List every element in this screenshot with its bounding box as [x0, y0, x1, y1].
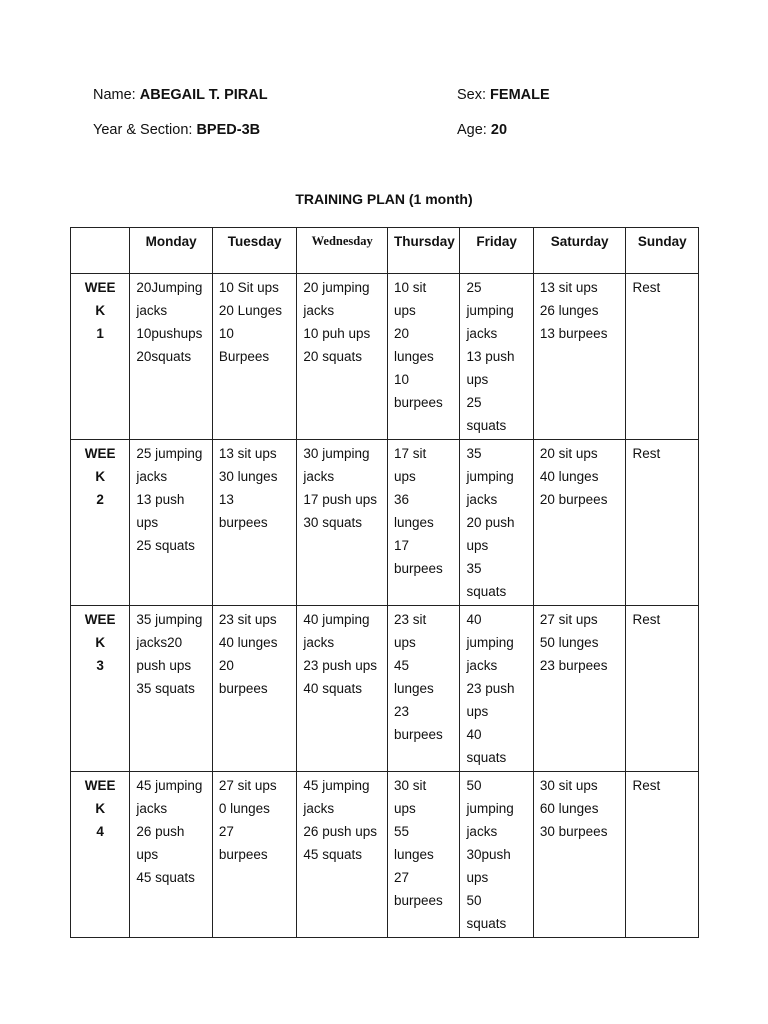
cell-line: Rest [632, 446, 661, 461]
header-saturday: Saturday [533, 228, 626, 274]
cell-line: 25 [466, 280, 482, 295]
cell-line: 35 jumping [136, 612, 203, 627]
cell-line: 20 push [466, 515, 515, 530]
cell-line: jacks [136, 801, 168, 816]
week-label-line: K [95, 469, 106, 484]
cell-line: ups [393, 303, 416, 318]
cell-line: jacks [303, 303, 335, 318]
cell-line: 30 sit ups [539, 778, 598, 793]
header-row [71, 228, 699, 274]
cell-line: 23 sit [393, 612, 427, 627]
cell-line: 45 jumping [303, 778, 370, 793]
cell-line: 13 sit ups [539, 280, 598, 295]
age-label: Age: [457, 122, 487, 138]
header-monday: Monday [130, 228, 213, 274]
cell-line: push ups [136, 658, 192, 673]
cell-line: Rest [632, 778, 661, 793]
cell-line: 50 [466, 893, 482, 908]
cell-tuesday [212, 772, 297, 938]
cell-line: 20 squats [303, 349, 362, 364]
cell-line: 40 [466, 612, 482, 627]
cell-line: squats [466, 418, 507, 433]
cell-line: 10pushups [136, 326, 203, 341]
cell-sunday [626, 440, 699, 606]
cell-line: 35 [466, 446, 482, 461]
cell-line: Rest [632, 280, 661, 295]
cell-line: 20Jumping [136, 280, 203, 295]
cell-line: 35 [466, 561, 482, 576]
cell-line: 20 [218, 658, 234, 673]
cell-monday [130, 274, 213, 440]
cell-wednesday [297, 606, 388, 772]
cell-line: 20 Lunges [218, 303, 282, 318]
cell-line: jacks [303, 635, 335, 650]
cell-line: 13 push [136, 492, 185, 507]
cell-line: 13 push [466, 349, 515, 364]
cell-line: ups [466, 372, 489, 387]
cell-line: 50 lunges [539, 635, 599, 650]
cell-tuesday [212, 606, 297, 772]
header-thursday: Thursday [387, 228, 459, 274]
cell-thursday [387, 606, 459, 772]
week-label-line: K [95, 801, 106, 816]
cell-line: burpees [393, 727, 443, 742]
cell-saturday [533, 274, 626, 440]
cell-line: squats [466, 584, 507, 599]
cell-wednesday [297, 274, 388, 440]
cell-line: 10 puh ups [303, 326, 371, 341]
cell-line: 50 [466, 778, 482, 793]
cell-line: ups [466, 538, 489, 553]
age-value: 20 [490, 122, 508, 138]
week-label [71, 772, 130, 938]
cell-line: jacks [303, 801, 335, 816]
week-label-line: K [95, 635, 106, 650]
name-label: Name: [93, 87, 136, 103]
cell-saturday [533, 772, 626, 938]
plan-body [71, 274, 699, 938]
cell-line: squats [466, 916, 507, 931]
header-wednesday: Wednesday [297, 228, 388, 274]
section-field [93, 122, 260, 138]
cell-line: 45 [393, 658, 410, 673]
cell-saturday [533, 606, 626, 772]
week-row [71, 274, 699, 440]
cell-thursday [387, 772, 459, 938]
section-value: BPED-3B [196, 122, 261, 138]
cell-line: 40 [466, 727, 482, 742]
week-label [71, 274, 130, 440]
cell-line: 27 [218, 824, 234, 839]
cell-line: 40 lunges [218, 635, 278, 650]
cell-friday [460, 606, 533, 772]
week-row [71, 606, 699, 772]
cell-monday [130, 440, 213, 606]
cell-line: lunges [393, 515, 434, 530]
cell-line: ups [466, 870, 489, 885]
cell-line: 23 [393, 704, 410, 719]
cell-thursday [387, 440, 459, 606]
cell-line: jacks [466, 326, 498, 341]
cell-line: burpees [393, 893, 443, 908]
cell-line: burpees [218, 847, 268, 862]
section-label: Year & Section: [93, 122, 193, 138]
cell-line: ups [136, 847, 159, 862]
cell-line: 30 squats [303, 515, 362, 530]
cell-line: jumping [466, 635, 514, 650]
cell-line: 40 lunges [539, 469, 599, 484]
week-label [71, 440, 130, 606]
cell-line: 25 [466, 395, 482, 410]
week-label [71, 606, 130, 772]
cell-line: burpees [218, 681, 268, 696]
header-friday: Friday [460, 228, 533, 274]
cell-sunday [626, 772, 699, 938]
cell-wednesday [297, 440, 388, 606]
cell-line: 20 jumping [303, 280, 370, 295]
week-label-line: WEE [84, 612, 116, 627]
cell-saturday [533, 440, 626, 606]
cell-line: 10 Sit ups [218, 280, 279, 295]
cell-friday [460, 440, 533, 606]
cell-line: 36 [393, 492, 410, 507]
sex-field [457, 87, 550, 103]
cell-line: jacks [466, 492, 498, 507]
cell-line: 17 push ups [303, 492, 377, 507]
cell-line: 27 sit ups [539, 612, 598, 627]
cell-line: 13 [218, 492, 234, 507]
cell-line: Burpees [218, 349, 270, 364]
cell-line: 23 sit ups [218, 612, 277, 627]
cell-line: 20 sit ups [539, 446, 598, 461]
cell-monday [130, 606, 213, 772]
cell-line: 27 [393, 870, 410, 885]
cell-sunday [626, 606, 699, 772]
cell-line: 30push [466, 847, 511, 862]
cell-line: 23 push ups [303, 658, 377, 673]
cell-line: 27 sit ups [218, 778, 277, 793]
week-label-line: 4 [96, 824, 104, 839]
cell-line: 10 [393, 372, 410, 387]
plan-title: TRAINING PLAN (1 month) [295, 191, 473, 207]
week-row [71, 772, 699, 938]
week-row [71, 440, 699, 606]
cell-line: 20 [393, 326, 410, 341]
sex-value: FEMALE [490, 87, 550, 103]
cell-line: 26 lunges [539, 303, 599, 318]
name-value: ABEGAIL T. PIRAL [139, 87, 268, 103]
cell-line: 30 burpees [539, 824, 608, 839]
cell-line: 23 push [466, 681, 515, 696]
cell-friday [460, 772, 533, 938]
cell-line: 40 jumping [303, 612, 370, 627]
cell-line: 30 lunges [218, 469, 278, 484]
cell-line: jumping [466, 303, 514, 318]
week-label-line: K [95, 303, 106, 318]
cell-line: 17 [393, 538, 410, 553]
cell-line: jacks [466, 824, 498, 839]
cell-line: 45 squats [303, 847, 362, 862]
cell-line: jumping [466, 469, 514, 484]
week-label-line: WEE [84, 280, 116, 295]
cell-line: 35 squats [136, 681, 195, 696]
cell-line: 60 lunges [539, 801, 599, 816]
cell-line: Rest [632, 612, 661, 627]
cell-sunday [626, 274, 699, 440]
sex-label: Sex: [457, 87, 487, 103]
cell-line: ups [393, 801, 416, 816]
cell-line: jacks [303, 469, 335, 484]
cell-tuesday [212, 440, 297, 606]
cell-line: 10 sit [393, 280, 427, 295]
cell-line: jacks [136, 303, 168, 318]
cell-line: 45 squats [136, 870, 195, 885]
training-plan-table [70, 227, 699, 938]
cell-line: 23 burpees [539, 658, 608, 673]
cell-line: 25 jumping [136, 446, 203, 461]
cell-friday [460, 274, 533, 440]
cell-line: ups [393, 469, 416, 484]
cell-monday [130, 772, 213, 938]
cell-line: burpees [393, 395, 443, 410]
cell-line: lunges [393, 681, 434, 696]
cell-line: lunges [393, 349, 434, 364]
header-blank [71, 228, 130, 274]
cell-line: burpees [218, 515, 268, 530]
cell-line: 30 jumping [303, 446, 370, 461]
cell-line: ups [393, 635, 416, 650]
cell-line: jumping [466, 801, 514, 816]
week-label-line: 1 [96, 326, 104, 341]
cell-line: ups [136, 515, 159, 530]
cell-line: 45 jumping [136, 778, 203, 793]
cell-line: 26 push ups [303, 824, 377, 839]
cell-line: squats [466, 750, 507, 765]
name-field [93, 87, 268, 103]
cell-line: ups [466, 704, 489, 719]
cell-line: 25 squats [136, 538, 195, 553]
cell-line: burpees [393, 561, 443, 576]
cell-line: 10 [218, 326, 234, 341]
cell-line: jacks [466, 658, 498, 673]
cell-line: 40 squats [303, 681, 362, 696]
header-sunday: Sunday [626, 228, 699, 274]
cell-line: 17 sit [393, 446, 427, 461]
age-field [457, 122, 507, 138]
cell-line: 13 sit ups [218, 446, 277, 461]
week-label-line: WEE [84, 446, 116, 461]
week-label-line: 2 [96, 492, 104, 507]
cell-line: 0 lunges [218, 801, 270, 816]
cell-line: lunges [393, 847, 434, 862]
cell-line: 20squats [136, 349, 192, 364]
cell-wednesday [297, 772, 388, 938]
week-label-line: 3 [96, 658, 104, 673]
header-tuesday: Tuesday [212, 228, 297, 274]
week-label-line: WEE [84, 778, 116, 793]
cell-thursday [387, 274, 459, 440]
cell-line: 30 sit [393, 778, 427, 793]
cell-line: 26 push [136, 824, 185, 839]
cell-line: 13 burpees [539, 326, 608, 341]
cell-line: jacks20 [136, 635, 183, 650]
cell-line: 55 [393, 824, 410, 839]
cell-line: 20 burpees [539, 492, 608, 507]
cell-line: jacks [136, 469, 168, 484]
cell-tuesday [212, 274, 297, 440]
